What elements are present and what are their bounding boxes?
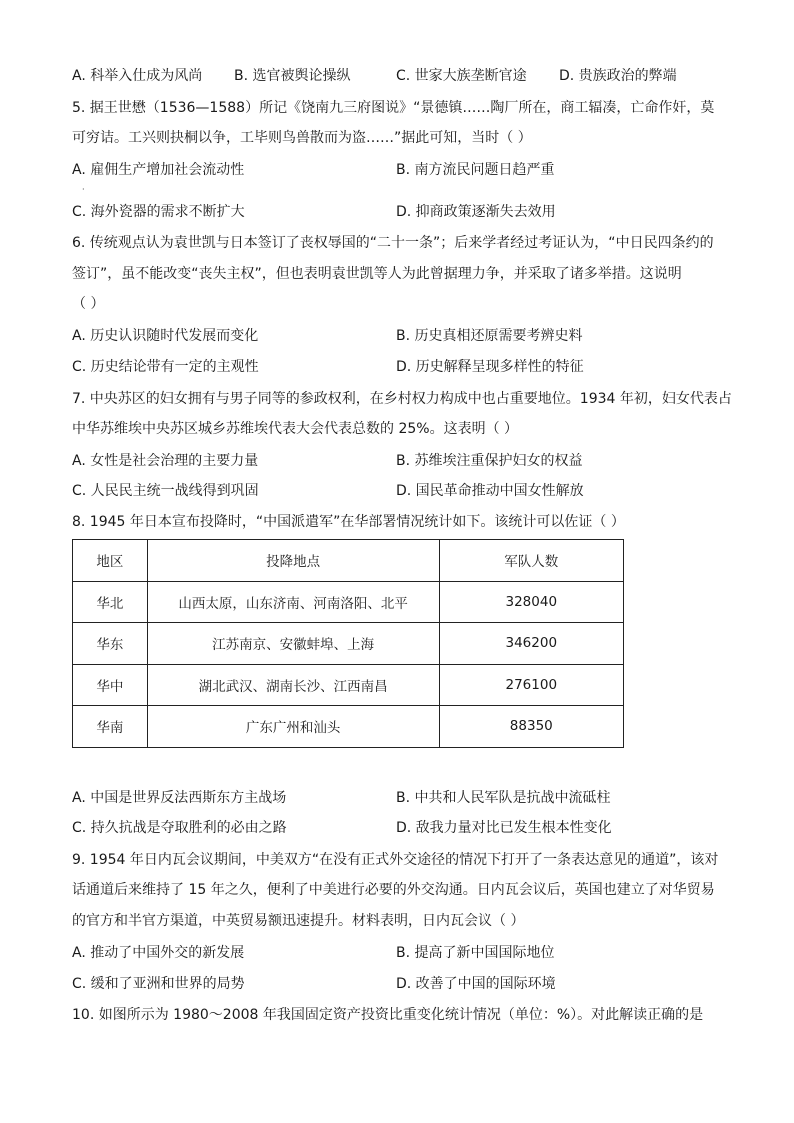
q7-option-b: B. 苏维埃注重保护妇女的权益 [396,453,583,469]
q5-stem-line1: 5. 据王世懋（1536—1588）所记《饶南九三府图说》“景德镇……陶厂所在，商工辐凑，亡命作奸，莫 [72,100,715,116]
table-cell-troops: 346200 [439,623,623,665]
deployment-table [72,539,624,748]
table-header-region: 地区 [73,540,148,582]
q6-stem-line2: 签订”，虽不能改变“丧失主权”，但也表明袁世凯等人为此曾据理力争，并采取了诸多举措。这说明 [72,266,682,282]
q5-option-a: A. 雇佣生产增加社会流动性 [72,162,245,178]
table-cell-location: 广东广州和汕头 [147,706,439,748]
q9-stem-line3: 的官方和半官方渠道，中英贸易额迅速提升。材料表明，日内瓦会议（ ） [72,913,525,929]
q9-stem-line1: 9. 1954 年日内瓦会议期间，中美双方“在没有正式外交途径的情况下打开了一条表达意见的通道”，该对 [72,852,719,868]
q5-option-c: C. 海外瓷器的需求不断扩大 [72,204,245,220]
q6-option-c: C. 历史结论带有一定的主观性 [72,359,259,375]
stray-dot-mark: · [82,185,85,194]
table-header-row [73,540,624,582]
table-cell-troops: 328040 [439,581,623,623]
q7-stem-line2: 中华苏维埃中央苏区城乡苏维埃代表大会代表总数的 25%。这表明（ ） [72,421,519,437]
table-row [73,706,624,748]
q9-option-d: D. 改善了中国的国际环境 [396,976,556,992]
q7-option-d: D. 国民革命推动中国女性解放 [396,483,584,499]
q7-option-a: A. 女性是社会治理的主要力量 [72,453,259,469]
q7-stem-line1: 7. 中央苏区的妇女拥有与男子同等的参政权利，在乡村权力构成中也占重要地位。1934 年初，妇女代表占 [72,391,732,407]
q4-option-c: C. 世家大族垄断官途 [396,68,527,84]
q8-option-d: D. 敌我力量对比已发生根本性变化 [396,820,612,836]
q4-option-a: A. 科举入仕成为风尚 [72,68,203,84]
q10-stem-line1: 10. 如图所示为 1980～2008 年我国固定资产投资比重变化统计情况（单位：%）。对此解读正确的是 [72,1007,704,1023]
table-header-troops: 军队人数 [439,540,623,582]
table-cell-region: 华东 [73,623,148,665]
q8-option-c: C. 持久抗战是夺取胜利的必由之路 [72,820,287,836]
q8-stem: 8. 1945 年日本宣布投降时，“中国派遣军”在华部署情况统计如下。该统计可以佐证（ ） [72,514,625,530]
q6-option-d: D. 历史解释呈现多样性的特征 [396,359,584,375]
q6-stem-line1: 6. 传统观点认为袁世凯与日本签订了丧权辱国的“二十一条”；后来学者经过考证认为，“中日民四条约的 [72,235,714,251]
table-cell-location: 湖北武汉、湖南长沙、江西南昌 [147,664,439,706]
table-row [73,664,624,706]
q8-option-b: B. 中共和人民军队是抗战中流砥柱 [396,790,611,806]
q6-option-b: B. 历史真相还原需要考辨史料 [396,328,583,344]
q5-option-d: D. 抑商政策逐渐失去效用 [396,204,556,220]
q9-stem-line2: 话通道后来维持了 15 年之久，便利了中美进行必要的外交沟通。日内瓦会议后，英国也建立了对华贸易 [72,882,715,898]
table-cell-troops: 88350 [439,706,623,748]
q9-option-a: A. 推动了中国外交的新发展 [72,945,245,961]
q5-option-b: B. 南方流民问题日趋严重 [396,162,555,178]
q4-option-d: D. 贵族政治的弊端 [559,68,677,84]
table-cell-region: 华中 [73,664,148,706]
q6-stem-line3: （ ） [72,296,105,312]
table-cell-location: 江苏南京、安徽蚌埠、上海 [147,623,439,665]
q9-option-b: B. 提高了新中国国际地位 [396,945,555,961]
q9-option-c: C. 缓和了亚洲和世界的局势 [72,976,245,992]
table-row [73,623,624,665]
table-header-location: 投降地点 [147,540,439,582]
table-cell-troops: 276100 [439,664,623,706]
q4-option-b: B. 选官被舆论操纵 [234,68,351,84]
table-cell-region: 华南 [73,706,148,748]
q6-option-a: A. 历史认识随时代发展而变化 [72,328,259,344]
q8-option-a: A. 中国是世界反法西斯东方主战场 [72,790,287,806]
table-row [73,581,624,623]
table-cell-location: 山西太原，山东济南、河南洛阳、北平 [147,581,439,623]
q5-stem-line2: 可穷诘。工兴则抉桐以争，工毕则鸟兽散而为盗……”据此可知，当时（ ） [72,130,532,146]
table-cell-region: 华北 [73,581,148,623]
q7-option-c: C. 人民民主统一战线得到巩固 [72,483,259,499]
